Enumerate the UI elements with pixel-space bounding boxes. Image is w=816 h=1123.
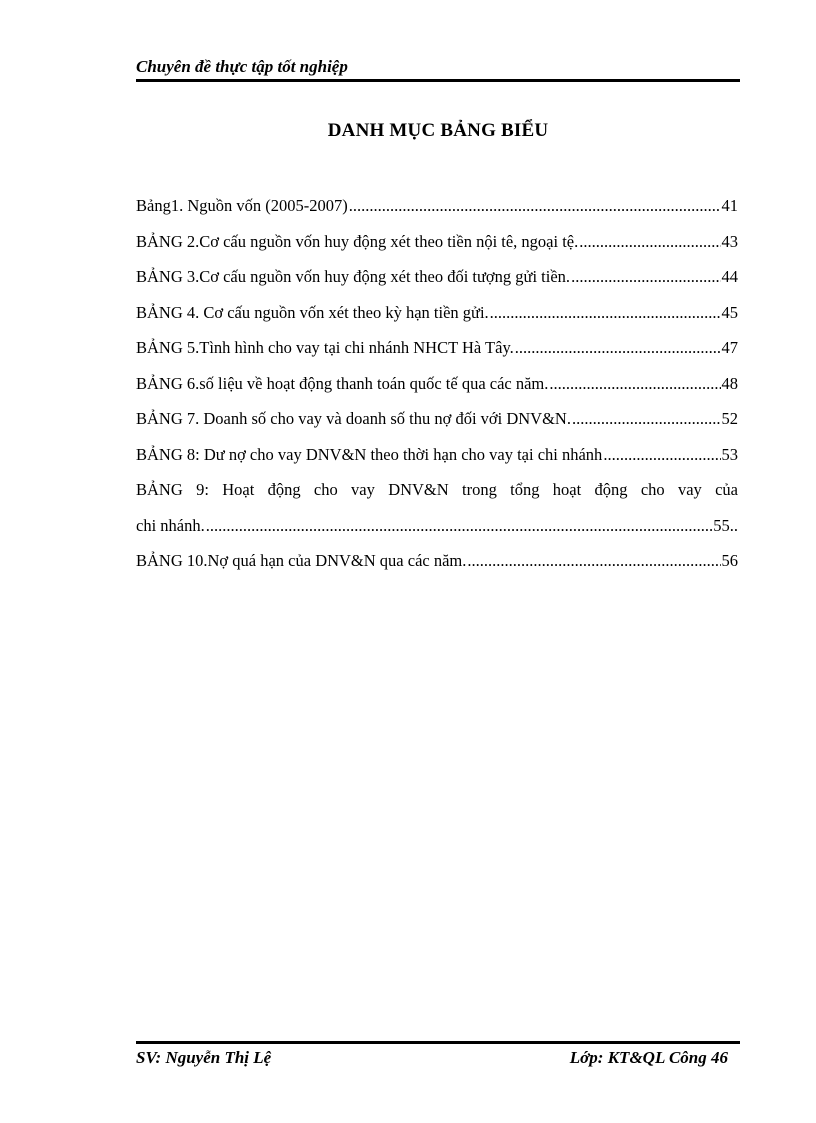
dot-leader (349, 195, 721, 217)
dot-leader (571, 266, 720, 288)
dot-leader (603, 444, 720, 466)
class-name: Lớp: KT&QL Công 46 (569, 1048, 728, 1067)
toc-entry[interactable] (136, 195, 738, 231)
toc-entry-page: 53 (721, 444, 738, 464)
page-title: DANH MỤC BẢNG BIỂU (327, 120, 549, 141)
student-name: SV: Nguyễn Thị Lệ (136, 1048, 272, 1067)
toc-entry-page: 45 (721, 302, 738, 322)
running-header: Chuyên đề thực tập tốt nghiệp (136, 57, 348, 76)
toc-entry-page: 55.. (713, 515, 738, 535)
toc-entry-page: 56 (721, 551, 738, 570)
dot-leader (467, 550, 720, 572)
toc-entry-label: BẢNG 10.Nợ quá hạn của DNV&N qua các năm. (136, 551, 467, 570)
toc-entry-continuation[interactable] (136, 515, 738, 551)
toc-entry-label: BẢNG 5.Tình hình cho vay tại chi nhánh NHCT Hà Tây. (136, 338, 514, 357)
toc-entry-label: BẢNG 4. Cơ cấu nguồn vốn xét theo kỳ hạn tiền gửi. (136, 302, 489, 322)
table-of-tables (136, 195, 738, 586)
dot-leader (206, 515, 713, 537)
toc-entry-page: 44 (721, 267, 738, 286)
toc-entry-page: 52 (721, 409, 738, 428)
dot-leader (515, 337, 721, 359)
footer-rule (136, 1041, 740, 1044)
dot-leader (579, 231, 720, 253)
toc-entry-label: BẢNG 7. Doanh số cho vay và doanh số thu nợ đối với DNV&N. (136, 409, 571, 428)
toc-entry[interactable] (136, 550, 738, 586)
toc-entry-label: chi nhánh. (136, 515, 205, 535)
toc-entry-label: BẢNG 9: Hoạt động cho vay DNV&N trong tổng hoạt động cho vay của (136, 480, 738, 499)
toc-entry-label: BẢNG 2.Cơ cấu nguồn vốn huy động xét theo tiền nội tê, ngoại tệ. (136, 231, 579, 251)
toc-entry[interactable] (136, 408, 738, 444)
dot-leader (549, 373, 720, 395)
header-rule (136, 79, 740, 82)
toc-entry[interactable] (136, 302, 738, 338)
running-footer (136, 1047, 728, 1069)
toc-entry-page: 48 (721, 373, 738, 393)
toc-entry[interactable] (136, 479, 738, 515)
toc-entry-label: BẢNG 6.số liệu về hoạt động thanh toán quốc tế qua các năm. (136, 373, 549, 393)
toc-entry[interactable] (136, 231, 738, 267)
toc-entry[interactable] (136, 444, 738, 480)
toc-entry-label: BẢNG 8: Dư nợ cho vay DNV&N theo thời hạn cho vay tại chi nhánh (136, 444, 603, 464)
toc-entry-label: BẢNG 3.Cơ cấu nguồn vốn huy động xét theo đối tượng gửi tiền. (136, 267, 571, 286)
toc-entry-page: 41 (721, 196, 738, 215)
dot-leader (572, 408, 721, 430)
toc-entry[interactable] (136, 337, 738, 373)
toc-entry[interactable] (136, 266, 738, 302)
toc-entry-label: Bảng1. Nguồn vốn (2005-2007) (136, 196, 348, 215)
toc-entry[interactable] (136, 373, 738, 409)
dot-leader (490, 302, 721, 324)
toc-entry-page: 43 (721, 231, 738, 251)
toc-entry-page: 47 (721, 338, 738, 357)
